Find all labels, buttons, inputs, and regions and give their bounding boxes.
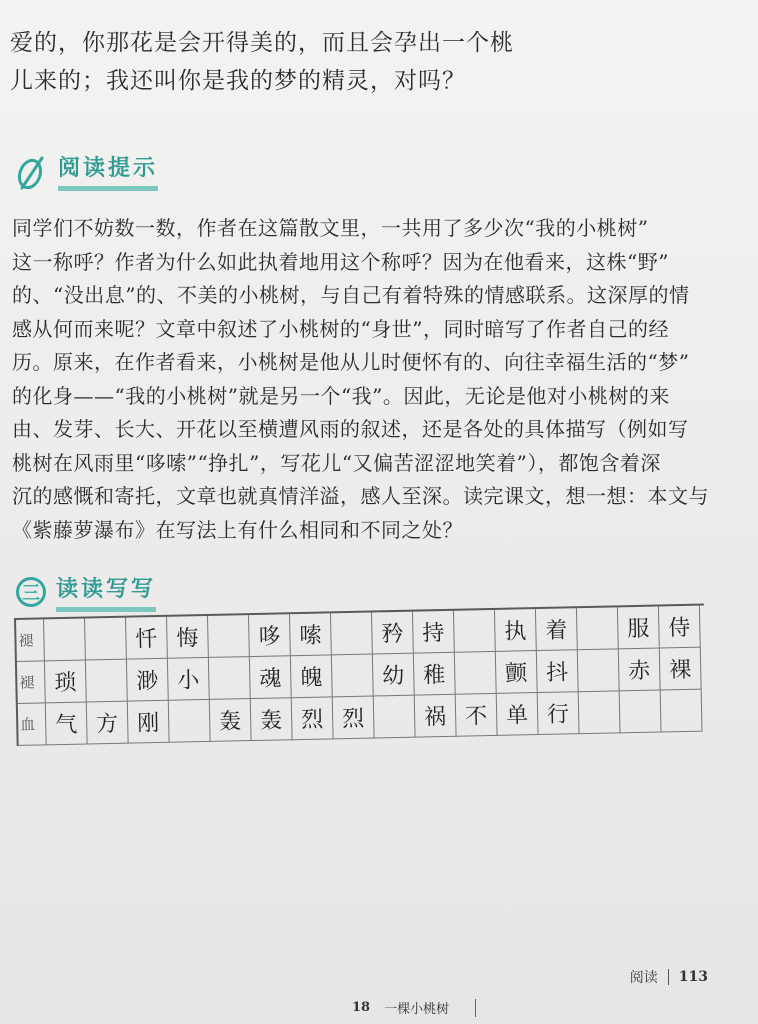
page-footer-right bbox=[630, 967, 708, 987]
hint-line: 感从何而来呢？文章中叙述了小桃树的“身世”，同时暗写了作者自己的经 bbox=[12, 316, 669, 341]
grid-cell: 刚 bbox=[128, 701, 170, 744]
grid-cell: 方 bbox=[87, 702, 129, 745]
grid-cell: 抖 bbox=[537, 650, 579, 693]
grid-cell: 稚 bbox=[414, 653, 456, 696]
grid-cell bbox=[577, 607, 619, 650]
grid-cell: 嗦 bbox=[290, 613, 332, 656]
grid-cell: 裸 bbox=[660, 648, 702, 691]
grid-cell: 气 bbox=[46, 702, 88, 745]
footer-divider bbox=[668, 969, 669, 985]
grid-cell: 轰 bbox=[251, 698, 293, 741]
grid-cell bbox=[661, 690, 703, 733]
section-title: 阅读提示 bbox=[58, 151, 158, 191]
page-footer-center bbox=[352, 998, 476, 1017]
reading-hint-header bbox=[16, 150, 158, 192]
grid-cell bbox=[208, 615, 250, 658]
hint-line: 由、发芽、长大、开花以至横遭风雨的叙述，还是各处的具体描写（例如写 bbox=[12, 417, 689, 441]
grid-cell bbox=[332, 654, 374, 697]
page-number: 113 bbox=[678, 969, 708, 985]
hint-line: 的化身——“我的小桃树”就是另一个“我”。因此，无论是他对小桃树的来 bbox=[12, 383, 670, 408]
grid-cell bbox=[578, 649, 620, 692]
hint-line: 桃树在风雨里“哆嗦”“挣扎”，写花儿“又偏苦涩涩地笑着”），都饱含着深 bbox=[12, 450, 661, 475]
hint-line: 这一称呼？作者为什么如此执着地用这个称呼？因为在他看来，这株“野” bbox=[12, 249, 669, 274]
read-write-header bbox=[16, 572, 156, 612]
grid-cell bbox=[620, 690, 662, 733]
lesson-title: 一棵小桃树 bbox=[384, 1002, 450, 1017]
section-number-badge: 三 bbox=[16, 577, 46, 607]
hint-line: 历。原来，在作者看来，小桃树是他从儿时便怀有的、向往幸福生活的“梦” bbox=[12, 350, 690, 374]
hint-line: 的、“没出息”的、不美的小桃树，与自己有着特殊的情感联系。这深厚的情 bbox=[12, 283, 690, 307]
grid-cell: 行 bbox=[538, 692, 580, 735]
leaf-icon bbox=[16, 150, 48, 192]
grid-cell: 悔 bbox=[167, 616, 209, 659]
grid-cell bbox=[374, 696, 416, 739]
grid-cell: 烈 bbox=[292, 697, 334, 740]
grid-cell: 烈 bbox=[333, 696, 375, 739]
grid-cell: 服 bbox=[618, 606, 660, 649]
grid-cell bbox=[454, 610, 496, 653]
grid-cell: 不 bbox=[456, 694, 498, 737]
grid-cell bbox=[169, 700, 211, 743]
vocabulary-grid bbox=[14, 604, 707, 752]
grid-cell: 矜 bbox=[372, 612, 414, 655]
grid-cell: 轰 bbox=[210, 699, 252, 742]
grid-cell: 执 bbox=[495, 609, 537, 652]
grid-cell bbox=[331, 613, 373, 656]
grid-cell: 单 bbox=[497, 693, 539, 736]
footer-divider bbox=[475, 999, 476, 1017]
grid-cell: 赤 bbox=[619, 648, 661, 691]
grid-cell: 着 bbox=[536, 608, 578, 651]
section-title: 读读写写 bbox=[56, 572, 156, 612]
grid-cell bbox=[579, 691, 621, 734]
grid-cell: 持 bbox=[413, 611, 455, 654]
grid-cell: 侍 bbox=[659, 606, 701, 649]
grid-cell: 血 bbox=[18, 703, 47, 746]
grid-cell bbox=[209, 657, 251, 700]
grid-cell: 魂 bbox=[250, 656, 292, 699]
reading-hint-body bbox=[12, 212, 732, 547]
grid-cell: 褪 bbox=[16, 619, 45, 662]
text-line: 儿来的；我还叫你是我的梦的精灵，对吗？ bbox=[10, 68, 466, 94]
footer-section-label: 阅读 bbox=[629, 970, 658, 986]
grid-cell: 魄 bbox=[291, 655, 333, 698]
grid-cell bbox=[86, 660, 128, 703]
grid-cell bbox=[455, 652, 497, 695]
grid-cell: 颤 bbox=[496, 651, 538, 694]
grid-cell bbox=[85, 618, 127, 661]
text-line: 爱的，你那花是会开得美的，而且会孕出一个桃 bbox=[10, 30, 514, 56]
hint-line: 沉的感慨和寄托，文章也就真情洋溢，感人至深。读完课文，想一想：本文与 bbox=[12, 484, 709, 508]
grid-cell: 小 bbox=[168, 658, 210, 701]
lesson-number: 18 bbox=[352, 1000, 371, 1015]
grid-cell: 褪 bbox=[17, 661, 46, 704]
grid-cell: 哆 bbox=[249, 614, 291, 657]
grid-cell: 渺 bbox=[127, 659, 169, 702]
grid-cell: 幼 bbox=[373, 654, 415, 697]
grid-cell: 忏 bbox=[126, 617, 168, 660]
grid-cell: 琐 bbox=[45, 661, 87, 704]
hint-line: 《紫藤萝瀑布》在写法上有什么相同和不同之处？ bbox=[12, 517, 463, 542]
grid-cell bbox=[44, 619, 86, 662]
continued-text bbox=[10, 24, 730, 100]
hint-line: 同学们不妨数一数，作者在这篇散文里，一共用了多少次“我的小桃树” bbox=[12, 216, 649, 240]
grid-cell: 祸 bbox=[415, 695, 457, 738]
